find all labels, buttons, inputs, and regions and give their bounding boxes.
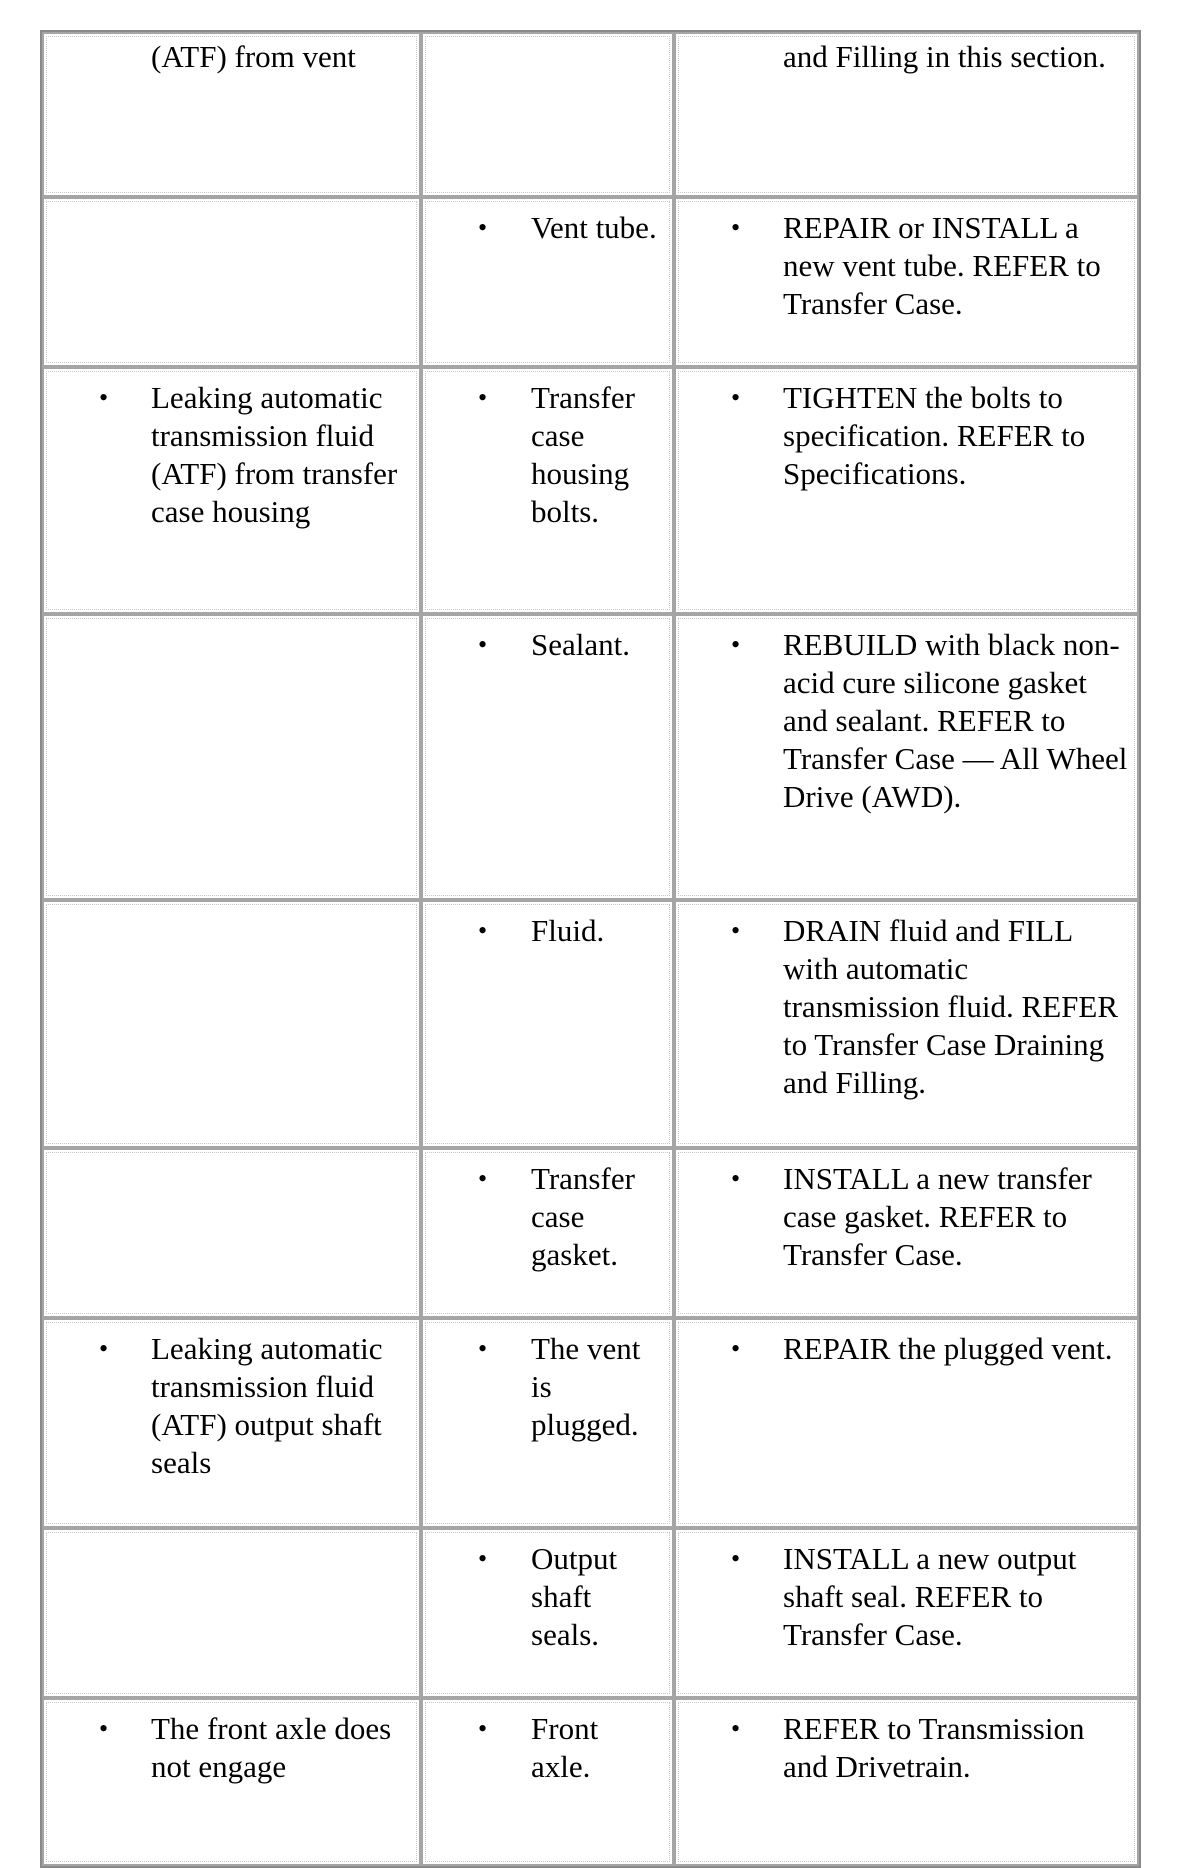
action-cell [674, 1148, 1139, 1318]
symptom-cell [42, 1698, 421, 1866]
bullet-icon: • [731, 1334, 741, 1363]
bullet-icon: • [731, 1164, 741, 1193]
action-text: DRAIN fluid and FILL with automatic transmission fluid. REFER to Transfer Case Draining and Filling. [783, 913, 1118, 1100]
cause-cell [421, 32, 674, 197]
table-row [42, 1318, 1139, 1528]
diagnosis-table [40, 30, 1141, 1868]
cause-text: Sealant. [531, 627, 630, 662]
cause-cell [421, 1528, 674, 1698]
cause-cell [421, 1698, 674, 1866]
bullet-icon: • [478, 1334, 488, 1363]
cause-cell [421, 367, 674, 614]
action-cell [674, 614, 1139, 900]
action-cell [674, 1698, 1139, 1866]
symptom-text: (ATF) from vent [151, 39, 356, 74]
table-row [42, 900, 1139, 1148]
cause-text: Transfer case gasket. [531, 1161, 635, 1272]
bullet-icon: • [478, 1164, 488, 1193]
cause-text: Fluid. [531, 913, 605, 948]
bullet-icon: • [478, 383, 488, 412]
symptom-text: The front axle does not engage [151, 1711, 392, 1784]
bullet-icon: • [731, 383, 741, 412]
symptom-cell [42, 32, 421, 197]
symptom-cell [42, 1148, 421, 1318]
action-text: REBUILD with black non-acid cure silicone gasket and sealant. REFER to Transfer Case — All Wheel Drive (AWD). [783, 627, 1128, 814]
cause-cell [421, 614, 674, 900]
table-row [42, 614, 1139, 900]
symptom-cell [42, 900, 421, 1148]
bullet-icon: • [731, 1714, 741, 1743]
table-row [42, 32, 1139, 197]
symptom-text: Leaking automatic transmission fluid (ATF) output shaft seals [151, 1331, 383, 1480]
bullet-icon: • [99, 383, 109, 412]
action-cell [674, 1318, 1139, 1528]
table-row [42, 1528, 1139, 1698]
symptom-cell [42, 1528, 421, 1698]
table-row [42, 1698, 1139, 1866]
table-row [42, 367, 1139, 614]
action-text: REPAIR the plugged vent. [783, 1331, 1113, 1366]
action-cell [674, 367, 1139, 614]
cause-cell [421, 197, 674, 367]
cause-text: Front axle. [531, 1711, 599, 1784]
cause-text: Output shaft seals. [531, 1541, 618, 1652]
symptom-cell [42, 1318, 421, 1528]
action-text: INSTALL a new output shaft seal. REFER to Transfer Case. [783, 1541, 1077, 1652]
cause-text: Vent tube. [531, 210, 657, 245]
cause-text: Transfer case housing bolts. [531, 380, 635, 529]
bullet-icon: • [478, 916, 488, 945]
bullet-icon: • [478, 1544, 488, 1573]
bullet-icon: • [731, 630, 741, 659]
cause-cell [421, 1148, 674, 1318]
action-text: INSTALL a new transfer case gasket. REFER to Transfer Case. [783, 1161, 1092, 1272]
table-body [42, 32, 1139, 1866]
action-cell [674, 900, 1139, 1148]
action-text: TIGHTEN the bolts to specification. REFER to Specifications. [783, 380, 1086, 491]
bullet-icon: • [478, 630, 488, 659]
action-cell [674, 197, 1139, 367]
bullet-icon: • [99, 1334, 109, 1363]
action-text: REFER to Transmission and Drivetrain. [783, 1711, 1085, 1784]
action-text: REPAIR or INSTALL a new vent tube. REFER to Transfer Case. [783, 210, 1101, 321]
symptom-cell [42, 367, 421, 614]
action-text: and Filling in this section. [783, 39, 1106, 74]
symptom-cell [42, 614, 421, 900]
bullet-icon: • [99, 1714, 109, 1743]
bullet-icon: • [731, 1544, 741, 1573]
cause-cell [421, 1318, 674, 1528]
bullet-icon: • [478, 1714, 488, 1743]
symptom-cell [42, 197, 421, 367]
symptom-text: Leaking automatic transmission fluid (ATF) from transfer case housing [151, 380, 398, 529]
bullet-icon: • [731, 213, 741, 242]
bullet-icon: • [478, 213, 488, 242]
table-row [42, 197, 1139, 367]
action-cell [674, 32, 1139, 197]
bullet-icon: • [731, 916, 741, 945]
action-cell [674, 1528, 1139, 1698]
cause-cell [421, 900, 674, 1148]
table-row [42, 1148, 1139, 1318]
cause-text: The vent is plugged. [531, 1331, 641, 1442]
